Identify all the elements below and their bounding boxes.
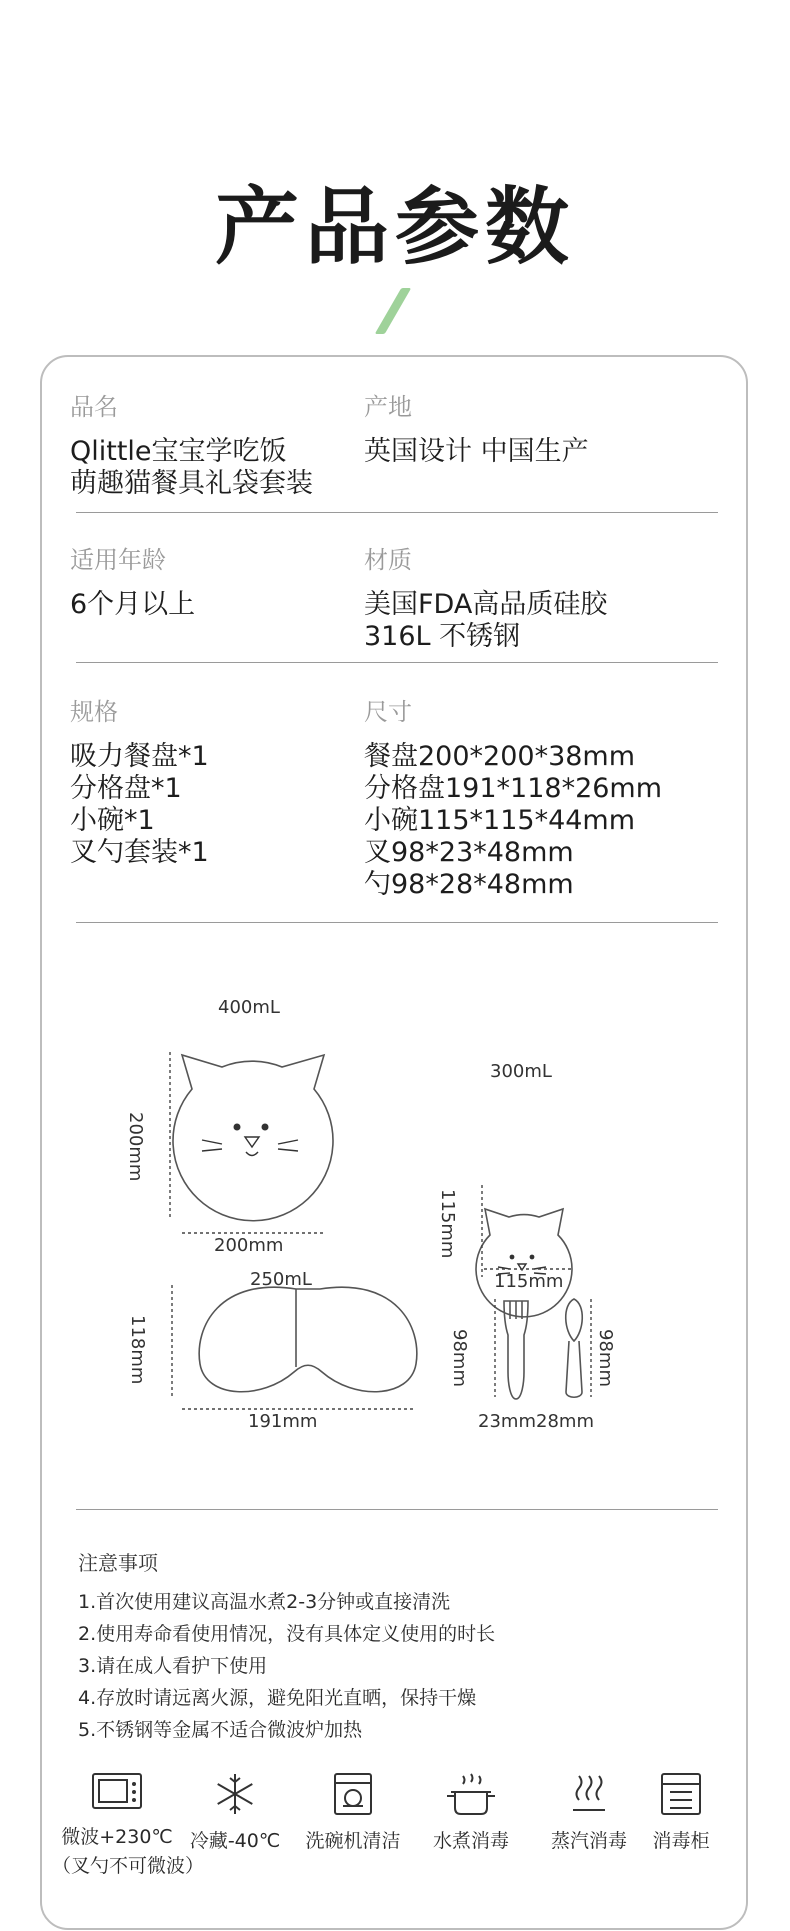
note-item: 2.使用寿命看使用情况，没有具体定义使用的时长 <box>78 1623 496 1645</box>
usage-sterilizer-label: 消毒柜 <box>652 1830 710 1852</box>
spec-items-value-4: 叉勺套装*1 <box>70 837 209 868</box>
usage-microwave <box>52 1772 205 1878</box>
fork-width-label: 23mm <box>478 1411 536 1432</box>
spec-items-value-2: 分格盘*1 <box>70 773 182 804</box>
bowl-height-label: 115mm <box>437 1189 458 1259</box>
sterilizer-cabinet-icon <box>660 1772 702 1816</box>
divider <box>76 1509 718 1510</box>
spec-size-value-5: 勺98*28*48mm <box>364 869 574 900</box>
page-title: 产品参数 <box>214 178 575 276</box>
usage-microwave-label: 微波+230℃ <box>61 1826 173 1848</box>
plate-width-label: 200mm <box>214 1235 284 1256</box>
spec-name <box>70 387 313 500</box>
product-dimension-diagrams <box>42 997 746 1477</box>
divided-plate-shape <box>199 1287 417 1392</box>
usage-dishwasher <box>288 1772 418 1853</box>
usage-freeze <box>170 1772 300 1853</box>
spec-items-label: 规格 <box>70 698 118 726</box>
usage-sterilizer <box>616 1772 746 1853</box>
boiling-pot-icon <box>445 1772 497 1816</box>
note-item: 4.存放时请远离火源，避免阳光直晒，保持干燥 <box>78 1687 477 1709</box>
spec-material-value-2: 316L 不锈钢 <box>364 621 521 652</box>
divider <box>76 512 718 513</box>
spec-items-value-1: 吸力餐盘*1 <box>70 741 209 772</box>
notes-title: 注意事项 <box>78 1551 158 1575</box>
spec-card <box>40 355 748 1930</box>
snowflake-icon <box>213 1772 257 1816</box>
divided-plate-width-label: 191mm <box>248 1411 318 1432</box>
diagram-drawings <box>42 1007 750 1477</box>
spoon-height-label: 98mm <box>595 1329 616 1387</box>
spec-size-value-1: 餐盘200*200*38mm <box>364 741 636 772</box>
spec-size-value-2: 分格盘191*118*26mm <box>364 773 663 804</box>
spec-origin-label: 产地 <box>364 393 412 421</box>
spec-size-value-4: 叉98*23*48mm <box>364 837 574 868</box>
note-item: 3.请在成人看护下使用 <box>78 1655 268 1677</box>
notes-section <box>78 1547 495 1746</box>
bowl-capacity-label: 300mL <box>490 1061 552 1082</box>
usage-icons-row <box>42 1772 746 1902</box>
usage-microwave-sub: （叉勺不可微波） <box>52 1855 205 1877</box>
spec-origin <box>364 387 589 468</box>
usage-steam-label: 蒸汽消毒 <box>550 1830 627 1852</box>
spec-name-label: 品名 <box>70 393 118 421</box>
usage-freeze-label: 冷藏-40℃ <box>189 1830 281 1852</box>
cat-plate-shape <box>173 1055 333 1221</box>
bowl-width-label: 115mm <box>494 1271 564 1292</box>
divided-plate-height-label: 118mm <box>127 1315 148 1385</box>
spec-name-value-1: Qlittle宝宝学吃饭 <box>70 436 287 467</box>
usage-boil-label: 水煮消毒 <box>432 1830 509 1852</box>
steam-icon <box>569 1772 609 1816</box>
spec-size-value-3: 小碗115*115*44mm <box>364 805 636 836</box>
spec-origin-value-1: 英国设计 中国生产 <box>364 436 589 467</box>
plate-capacity-label: 400mL <box>218 997 280 1018</box>
spec-row-age-material <box>42 540 746 660</box>
fork-shape <box>504 1301 528 1399</box>
spec-age-label: 适用年龄 <box>70 546 166 574</box>
spec-items <box>70 692 209 869</box>
spec-material <box>364 540 607 653</box>
spec-age-value-1: 6个月以上 <box>70 589 196 620</box>
spec-row-spec-size <box>42 692 746 900</box>
usage-boil <box>406 1772 536 1853</box>
dishwasher-icon <box>333 1772 373 1816</box>
usage-dishwasher-label: 洗碗机清洁 <box>305 1830 401 1852</box>
note-item: 5.不锈钢等金属不适合微波炉加热 <box>78 1719 363 1741</box>
spec-material-value-1: 美国FDA高品质硅胶 <box>364 589 608 620</box>
spec-size-label: 尺寸 <box>364 698 412 726</box>
divided-plate-capacity-label: 250mL <box>250 1269 312 1290</box>
divider <box>76 662 718 663</box>
divider <box>76 922 718 923</box>
spoon-width-label: 28mm <box>536 1411 594 1432</box>
plate-height-label: 200mm <box>125 1112 146 1182</box>
spoon-shape <box>566 1299 583 1397</box>
spec-name-value-2: 萌趣猫餐具礼袋套装 <box>70 468 313 499</box>
spec-row-name-origin <box>42 387 746 507</box>
spec-items-value-3: 小碗*1 <box>70 805 155 836</box>
title-accent-mark <box>375 288 412 334</box>
spec-material-label: 材质 <box>364 546 412 574</box>
note-item: 1.首次使用建议高温水煮2-3分钟或直接清洗 <box>78 1591 451 1613</box>
spec-size <box>364 692 662 901</box>
fork-height-label: 98mm <box>449 1329 470 1387</box>
microwave-icon <box>91 1772 143 1812</box>
spec-age <box>70 540 195 621</box>
